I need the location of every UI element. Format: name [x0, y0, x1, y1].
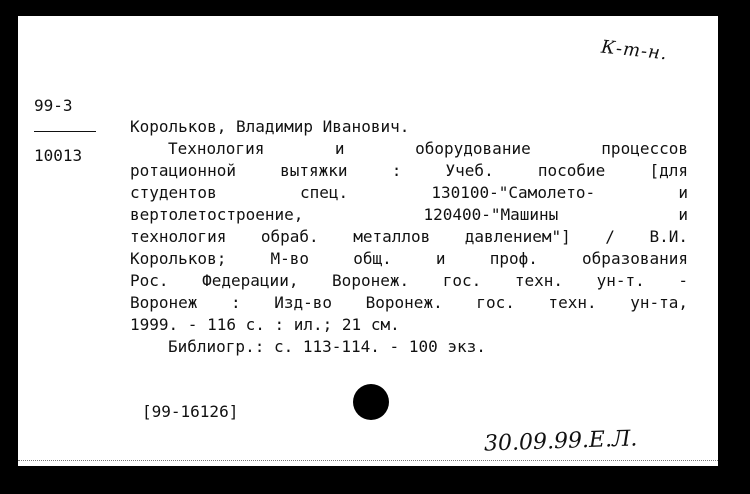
description-line: Воронеж : Изд-во Воронеж. гос. техн. ун-та,: [130, 293, 688, 312]
bibliography-line: Библиогр.: с. 113-114. - 100 экз.: [168, 337, 486, 356]
accession-number: [99-16126]: [142, 402, 239, 421]
description-line: Рос. Федерации, Воронеж. гос. техн. ун-т. -: [130, 271, 688, 290]
description-line: студентов спец. 130100-"Самолето- и: [130, 183, 688, 202]
call-number-divider: [34, 131, 96, 132]
call-number-bottom: 10013: [34, 146, 83, 165]
corner-handwritten-mark: К-т-н.: [600, 36, 669, 65]
card-punch-hole: [353, 384, 389, 420]
description-line: Технология и оборудование процессов: [168, 139, 688, 158]
description-line: ротационной вытяжки : Учеб. пособие [для: [130, 161, 688, 180]
bottom-dotted-rule: [18, 460, 718, 461]
catalog-card: [18, 16, 718, 466]
description-line: технология обраб. металлов давлением"] / В.И.: [130, 227, 688, 246]
author-line: Корольков, Владимир Иванович.: [130, 117, 410, 136]
description-line: Корольков; М-во общ. и проф. образования: [130, 249, 688, 268]
handwritten-date-signature: 30.09.99.Е.Л.: [483, 426, 638, 457]
call-number-top: 99-3: [34, 96, 73, 115]
description-line: 1999. - 116 с. : ил.; 21 см.: [130, 315, 400, 334]
description-line: вертолетостроение, 120400-"Машины и: [130, 205, 688, 224]
